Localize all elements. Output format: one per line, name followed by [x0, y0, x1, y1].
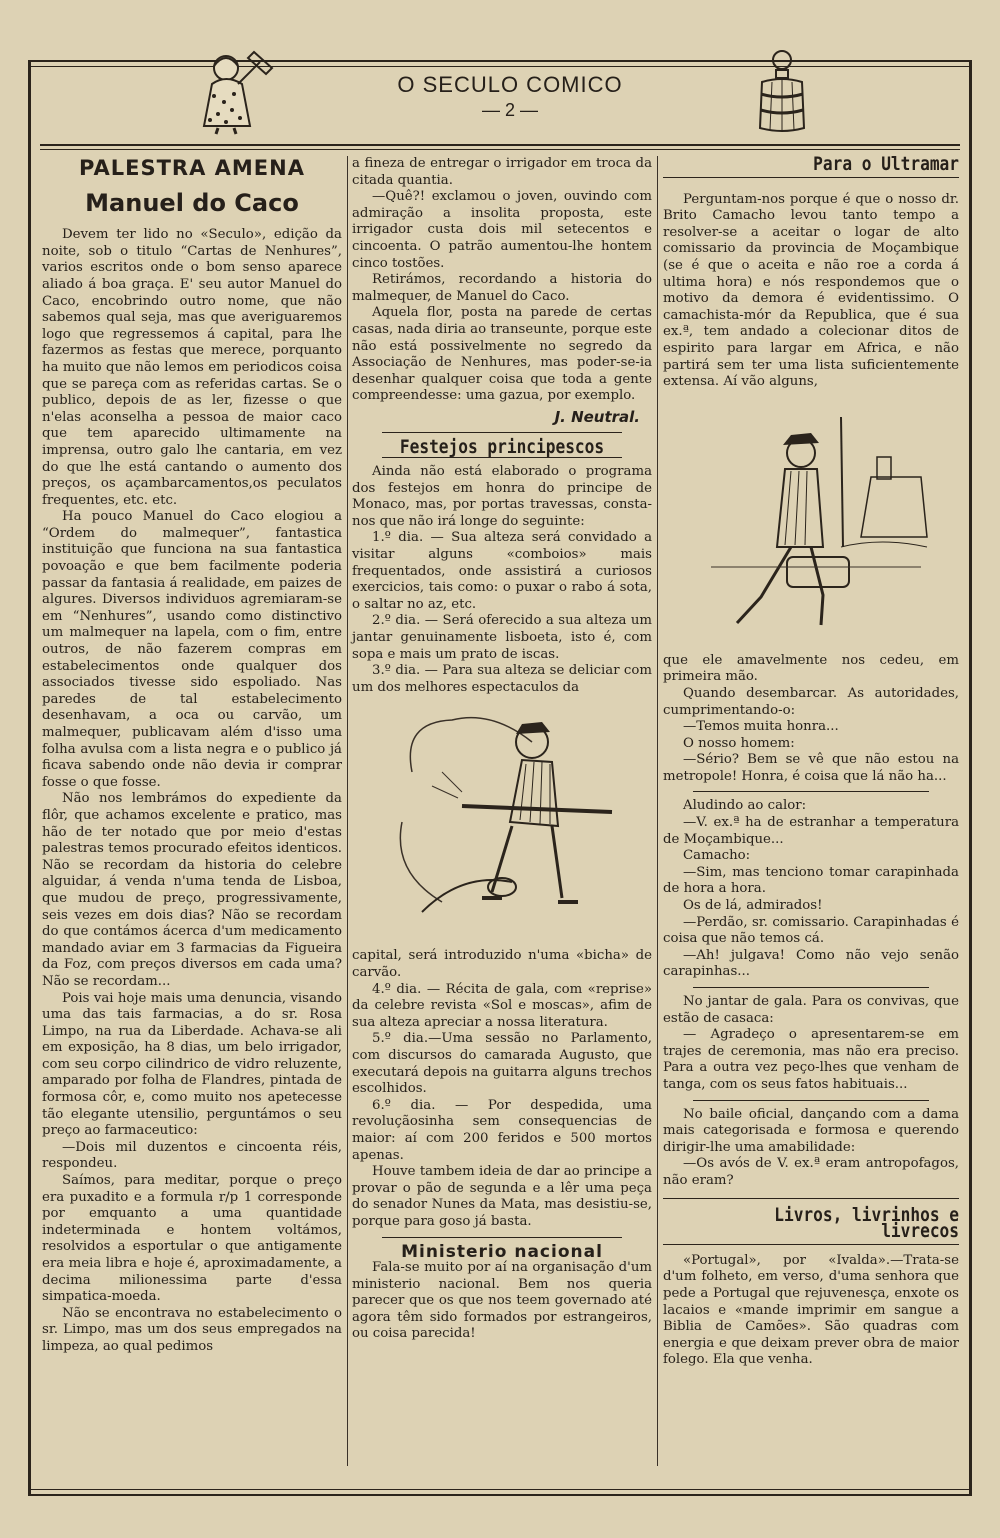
left-border — [28, 60, 31, 1496]
paragraph: —Dois mil duzentos e cincoenta réis, respondeu. — [42, 1139, 342, 1172]
paragraph: capital, será introduzido n'uma «bicha» de carvão. — [352, 948, 652, 980]
paragraph: Não se encontrava no estabelecimento o sr. Limpo, mas um dos seus empregados na limpeza, ao qual pedimos — [42, 1305, 342, 1354]
paragraph: que ele amavelmente nos cedeu, em primeira mão. — [663, 652, 959, 685]
section-title: Festejos principescos — [399, 435, 605, 458]
paragraph: 4.º dia. — Récita de gala, com «reprise» da celebre revista «Sol e moscas», afim de sua alteza apreciar a nossa literatura. — [352, 981, 652, 1030]
section-title: Ministerio nacional — [401, 1241, 603, 1262]
column-3 — [663, 153, 959, 1369]
paragraph: Saímos, para meditar, porque o preço era puxadito e a formula r/p 1 corresponde por emquanto a uma quantidade indeterminada e hontem voltámos, resolvidos a esportular o que antigamente era meia libra e hoje é, aproximadamente, a decima milionessima parte d'essa simpatica-moeda. — [42, 1173, 342, 1305]
divider — [693, 987, 929, 988]
paragraph: —Perdão, sr. comissario. Carapinhadas é coisa que não temos cá. — [663, 914, 959, 947]
paragraph: Os de lá, admirados! — [683, 898, 823, 914]
article-title: Manuel do Caco — [85, 188, 299, 217]
paragraph: Ha pouco Manuel do Caco elogiou a “Ordem do malmequer”, fantastica instituição que funciona na sua fantastica povoação e que bem facilmente poderia passar da fantasia á realidade, em paizes de algures. Diversos individuos agremiaram-se em “Nenhures”, usando como distinctivo um malmequer na lapela, com o fim, entre outros, de não fazerem compras em estabelecimentos onde qualquer dos associados tivesse sido espoliado. Nas paredes de tal estabelecimento desenhavam, a oca ou carvão, um malmequer, publicavam além d'isso uma folha avulsa com a lista negra e o publico já ficava sabendo onde não devia ir comprar fosse o que fosse. — [42, 509, 342, 790]
barrel-icon — [752, 46, 812, 136]
section-title: Para o Ultramar — [813, 153, 959, 175]
paragraph: —Quê?! exclamou o joven, ouvindo com admiração a insolita proposta, este irrigador custa dois mil setecentos e cincoenta. O patrão aumentou-lhe hontem cinco tostões. — [352, 189, 652, 271]
divider — [382, 1237, 622, 1238]
paragraph: Retirámos, recordando a historia do malmequer, de Manuel do Caco. — [352, 272, 652, 304]
paragraph: Quando desembarcar. As autoridades, cumprimentando-o: — [663, 685, 959, 718]
divider — [663, 177, 959, 178]
page-number: — 2 — — [481, 100, 538, 120]
paragraph: 2.º dia. — Será oferecido a sua alteza um jantar genuinamente lisboeta, isto é, com sopa e mais um prato de iscas. — [352, 613, 652, 662]
bottom-border — [28, 1489, 972, 1496]
paragraph: Pois vai hoje mais uma denuncia, visando uma das tais farmacias, a do sr. Rosa Limpo, na rua da Liberdade. Achava-se ali em exposição, ha 8 dias, um belo irrigador, com seu corpo cilindrico de vidro reluzente, amparado por folha de Flandres, pintada de formosa côr, e, como muito nos apetecesse tão elegante utensilio, perguntámos o seu preço ao farmaceutico: — [42, 990, 342, 1139]
paragraph: No baile oficial, dançando com a dama mais categorisada e formosa e querendo dirigir-lhe uma amabilidade: — [663, 1106, 959, 1155]
paragraph: 1.º dia. — Sua alteza será convidado a visitar alguns «comboios» mais frequentados, onde assistirá a curiosos exercicios, tais como: o puxar o rabo á sota, o saltar no az, etc. — [352, 530, 652, 612]
column-1 — [42, 156, 342, 1356]
newspaper-title: O SECULO COMICO — [397, 72, 623, 97]
paragraph: a fineza de entregar o irrigador em troca da citada quantia. — [352, 156, 652, 188]
section-kicker: PALESTRA AMENA — [79, 156, 305, 180]
column-divider — [657, 156, 658, 1466]
paragraph: Perguntam-nos porque é que o nosso dr. Brito Camacho levou tanto tempo a resolver-se a aceitar o logar de alto comissario da provincia de Moçambique (se é que o aceita e não roe a corda á ultima hora) e nós respondemos que o motivo da demora é evidentissimo. O camachista-mór da Republica, que é sua ex.ª, tem andado a colecionar ditos de espirito para largar em Africa, e não partirá sem ter uma lista suficientemente extensa. Aí vão alguns, — [663, 191, 959, 390]
column-2 — [352, 156, 652, 1343]
paragraph: Camacho: — [683, 848, 751, 864]
hunter-cartoon-illustration — [382, 702, 622, 942]
paragraph: —Temos muita honra... — [683, 719, 839, 735]
paragraph: O nosso homem: — [683, 735, 795, 751]
paragraph: 3.º dia. — Para sua alteza se deliciar com um dos melhores espectaculos da — [352, 663, 652, 695]
paragraph: — Agradeço o apresentarem-se em trajes de ceremonia, mas não era preciso. Para a outra vez peço-lhes que venham de tanga, com os seus fatos habituais... — [663, 1027, 959, 1092]
paragraph: Fala-se muito por aí na organisação d'um ministerio nacional. Bem nos queria parecer que os que nos teem governado até agora têm sido formados por estrangeiros, ou coisa parecida! — [352, 1260, 652, 1342]
masthead-rule — [40, 144, 960, 150]
masthead — [290, 72, 730, 121]
right-border — [969, 60, 972, 1496]
paragraph: Devem ter lido no «Seculo», edição da noite, sob o titulo “Cartas de Nenhures”, varios escritos onde o bom senso aparece aliado á boa graça. E' seu autor Manuel do Caco, encobrindo outro nome, que não sabemos qual seja, mas que averiguaremos logo que regressemos á capital, para lhe fazermos as festas que merece, porquanto ha muito que não lemos em periodicos coisa que se pareça com as referidas cartas. Se o publico, depois de as ler, fizesse o que n'elas aconselha a pessoa de maior caco que tem aparecido ultimamente na imprensa, outro galo lhe cantaria, em vez do que lhe está cantando o aumento dos preços, os açambarcamentos,os peculatos frequentes, etc. etc. — [42, 227, 342, 508]
paragraph: Houve tambem ideia de dar ao principe a provar o pão de segunda e a lêr uma peça do senador Nunes da Mata, mas desistiu-se, porque para goso já basta. — [352, 1164, 652, 1229]
paragraph: «Portugal», por «Ivalda».—Trata-se d'um folheto, em verso, d'uma senhora que pede a Portugal que rejuvenesça, enxote os lacaios e «mande imprimir em sangue a Biblia de Camões». São quadras com energia e que deixam prever obra de maior folego. Ela que venha. — [663, 1252, 959, 1368]
paragraph: —Sim, mas tenciono tomar carapinhada de hora a hora. — [663, 864, 959, 897]
paragraph: —Sério? Bem se vê que não estou na metropole! Honra, é coisa que lá não ha... — [663, 752, 959, 784]
top-border — [28, 60, 972, 67]
paragraph: —Ah! julgava! Como não vejo senão carapinhas... — [663, 947, 959, 980]
section-title: Livros, livrinhos e livrecos — [774, 1203, 959, 1243]
paragraph: 5.º dia.—Uma sessão no Parlamento, com discursos do camarada Augusto, que executará depois na guitarra alguns trechos escolhidos. — [352, 1031, 652, 1097]
paragraph: Ainda não está elaborado o programa dos festejos em honra do principe de Monaco, mas, por portas travessas, consta-nos que não irá longe do seguinte: — [352, 464, 652, 529]
divider — [382, 432, 622, 433]
paragraph: 6.º dia. — Por despedida, uma revoluçãosinha sem consequencias de maior: aí com 200 feridos e 500 mortos apenas. — [352, 1097, 652, 1163]
paragraph: Aludindo ao calor: — [683, 798, 807, 814]
traveler-with-suitcase-illustration — [691, 397, 931, 647]
paragraph: No jantar de gala. Para os convivas, que estão de casaca: — [663, 994, 959, 1026]
divider — [663, 1244, 959, 1245]
signature: J. Neutral. — [554, 407, 640, 426]
column-divider — [347, 156, 348, 1466]
paragraph: —Os avós de V. ex.ª eram antropofagos, não eram? — [663, 1156, 959, 1188]
divider — [693, 791, 929, 792]
paragraph: Não nos lembrámos do expediente da flôr, que achamos excelente e pratico, mas hão de ter notado que por meio d'estas palestras temos procurado efeitos identicos. Não se recordam da historia do celebre alguidar, á venda n'uma tenda de Lisboa, que mudou de preço, progressivamente, seis vezes em dois dias? Não se recordam do que contámos ácerca d'um medicamento mandado aviar em 3 farmacias da Figueira da Foz, com preços diversos em cada uma? Não se recordam... — [42, 791, 342, 989]
divider — [693, 1100, 929, 1101]
paragraph: Aquela flor, posta na parede de certas casas, nada diria ao transeunte, porque este não está possivelmente no segredo da Associação de Nenhures, mas poder-se-ia desenhar qualquer coisa que toda a gente compreendesse: uma gazua, por exemplo. — [352, 305, 652, 404]
paragraph: —V. ex.ª ha de estranhar a temperatura de Moçambique... — [663, 815, 959, 847]
girl-with-paddle-icon — [188, 44, 278, 136]
divider — [663, 1198, 959, 1199]
